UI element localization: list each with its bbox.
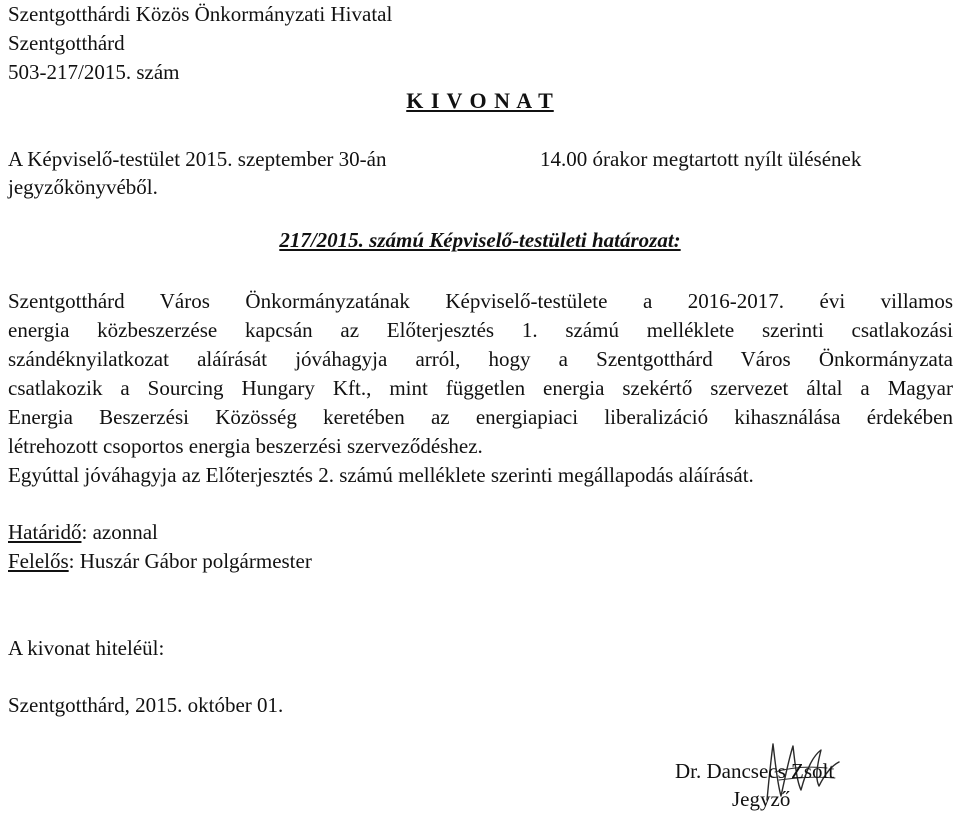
deadline-value: : azonnal bbox=[81, 520, 158, 544]
reference-number: 503-217/2015. szám bbox=[8, 60, 180, 84]
city-name: Szentgotthárd bbox=[8, 31, 125, 55]
place-date: Szentgotthárd, 2015. október 01. bbox=[8, 693, 284, 717]
body-line-1: Szentgotthárd Város Önkormányzatának Képviselő-testülete a 2016-2017. évi villamos bbox=[8, 289, 953, 313]
intro-line-1b: 14.00 órakor megtartott nyílt ülésének bbox=[540, 147, 862, 171]
office-name: Szentgotthárdi Közös Önkormányzati Hivatal bbox=[8, 2, 393, 26]
intro-line-2: jegyzőkönyvéből. bbox=[8, 175, 158, 199]
certified-label: A kivonat hiteléül: bbox=[8, 636, 165, 660]
body-line-3: szándéknyilatkozat aláírását jóváhagyja arról, hogy a Szentgotthárd Város Önkormányzata bbox=[8, 347, 953, 371]
body-line-4: csatlakozik a Sourcing Hungary Kft., mint független energia szekértő szervezet által a Magyar bbox=[8, 376, 953, 400]
signer-name: Dr. Dancsecs Zsolt bbox=[675, 759, 835, 783]
body-line-5: Energia Beszerzési Közösség keretében az energiapiaci liberalizáció kihasználása érdekében bbox=[8, 405, 953, 429]
signer-role: Jegyző bbox=[732, 787, 791, 811]
deadline bbox=[8, 518, 158, 546]
deadline-label: Határidő bbox=[8, 520, 82, 544]
responsible-label: Felelős bbox=[8, 549, 69, 573]
resolution-title: 217/2015. számú Képviselő-testületi határozat: bbox=[279, 228, 681, 252]
body-line-6: létrehozott csoportos energia beszerzési szerveződéshez. bbox=[8, 434, 483, 458]
responsible bbox=[8, 547, 312, 575]
responsible-value: : Huszár Gábor polgármester bbox=[68, 549, 312, 573]
intro-line-1a: A Képviselő-testület 2015. szeptember 30-án bbox=[8, 147, 387, 171]
document-title: K I V O N A T bbox=[406, 88, 554, 113]
body-line-7: Egyúttal jóváhagyja az Előterjesztés 2. számú melléklete szerinti megállapodás aláírását. bbox=[8, 463, 754, 487]
body-line-2: energia közbeszerzése kapcsán az Előterjesztés 1. számú melléklete szerinti csatlakozási bbox=[8, 318, 953, 342]
